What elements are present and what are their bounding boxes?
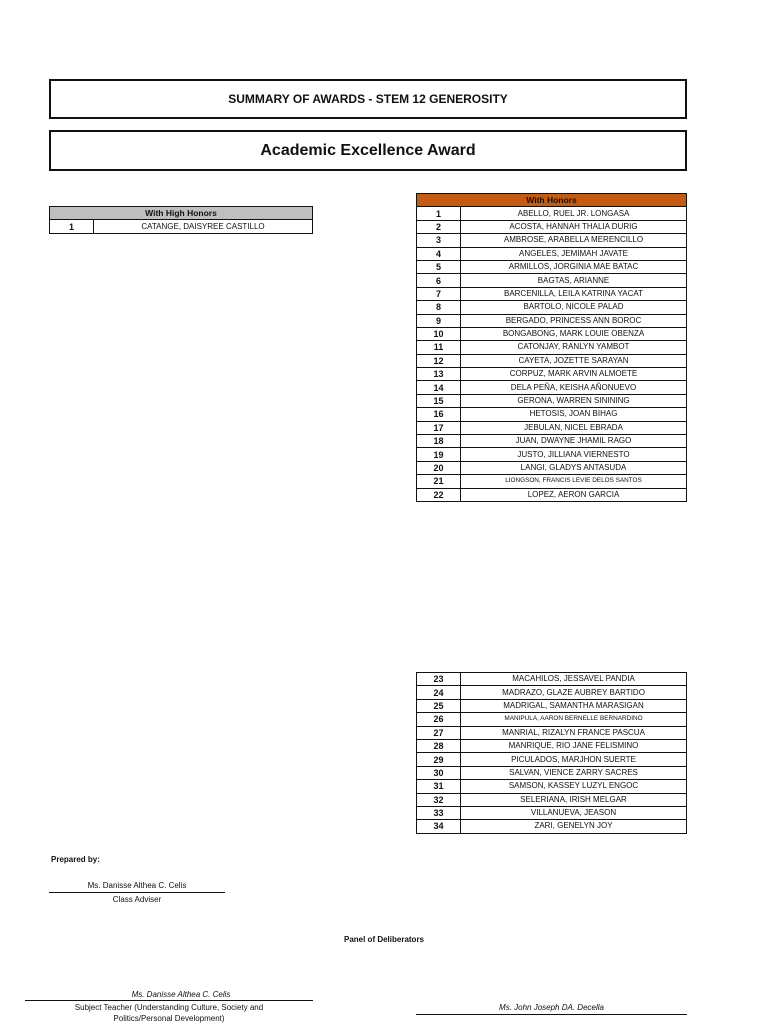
high-honors-table <box>49 206 313 234</box>
honors-heading: With Honors <box>417 194 687 207</box>
row-number: 30 <box>417 766 461 779</box>
row-number: 17 <box>417 421 461 434</box>
panel-member-1-signature-line <box>25 1000 313 1001</box>
table-row <box>417 793 687 806</box>
panel-member-2-name: Ms. John Joseph DA. Decella <box>499 1003 604 1012</box>
table-row <box>417 726 687 739</box>
student-name: LANGI, GLADYS ANTASUDA <box>461 461 687 474</box>
row-number: 32 <box>417 793 461 806</box>
table-row <box>417 341 687 354</box>
panel-member-2-signature-line <box>416 1014 687 1015</box>
table-row <box>417 475 687 488</box>
row-number: 5 <box>417 260 461 273</box>
row-number: 28 <box>417 739 461 752</box>
row-number: 1 <box>50 220 94 233</box>
row-number: 9 <box>417 314 461 327</box>
row-number: 31 <box>417 780 461 793</box>
row-number: 13 <box>417 368 461 381</box>
student-name: HETOSIS, JOAN BIHAG <box>461 408 687 421</box>
row-number: 7 <box>417 287 461 300</box>
table-row <box>50 220 313 233</box>
student-name: ARMILLOS, JORGINIA MAE BATAC <box>461 260 687 273</box>
row-number: 18 <box>417 435 461 448</box>
row-number: 27 <box>417 726 461 739</box>
student-name: BAGTAS, ARIANNE <box>461 274 687 287</box>
student-name: LIONGSON, FRANCIS LEVIE DELOS SANTOS <box>461 475 687 488</box>
row-number: 6 <box>417 274 461 287</box>
row-number: 20 <box>417 461 461 474</box>
table-row <box>417 461 687 474</box>
row-number: 8 <box>417 301 461 314</box>
student-name: MADRAZO, GLAZE AUBREY BARTIDO <box>461 686 687 699</box>
summary-title-text: SUMMARY OF AWARDS - STEM 12 GENEROSITY <box>228 92 508 106</box>
student-name: CORPUZ, MARK ARVIN ALMOETE <box>461 368 687 381</box>
table-row <box>417 354 687 367</box>
high-honors-body <box>50 220 313 233</box>
row-number: 10 <box>417 327 461 340</box>
table-row <box>417 220 687 233</box>
table-row <box>417 686 687 699</box>
honors-table-part-1 <box>416 193 687 502</box>
table-row <box>417 448 687 461</box>
student-name: ZARI, GENELYN JOY <box>461 820 687 833</box>
panel-label: Panel of Deliberators <box>343 935 425 944</box>
student-name: DELA PEÑA, KEISHA AÑONUEVO <box>461 381 687 394</box>
panel-member-1-role-line2: Politics/Personal Development) <box>113 1014 225 1023</box>
table-row <box>417 234 687 247</box>
row-number: 22 <box>417 488 461 501</box>
student-name: BARTOLO, NICOLE PALAD <box>461 301 687 314</box>
table-row <box>417 713 687 726</box>
table-row <box>417 820 687 833</box>
table-row <box>417 780 687 793</box>
row-number: 14 <box>417 381 461 394</box>
table-row <box>417 274 687 287</box>
table-row <box>417 488 687 501</box>
student-name: ANGELES, JEMIMAH JAVATE <box>461 247 687 260</box>
student-name: ABELLO, RUEL JR. LONGASA <box>461 207 687 220</box>
row-number: 24 <box>417 686 461 699</box>
table-row <box>417 207 687 220</box>
student-name: GERONA, WARREN SININING <box>461 394 687 407</box>
table-row <box>417 394 687 407</box>
student-name: MANRIQUE, RIO JANE FELISMINO <box>461 739 687 752</box>
award-title <box>49 130 687 171</box>
panel-member-1-name: Ms. Danisse Althea C. Celis <box>131 990 231 999</box>
student-name: MANRIAL, RIZALYN FRANCE PASCUA <box>461 726 687 739</box>
row-number: 11 <box>417 341 461 354</box>
student-name: BARCENILLA, LEILA KATRINA YACAT <box>461 287 687 300</box>
row-number: 4 <box>417 247 461 260</box>
row-number: 12 <box>417 354 461 367</box>
table-row <box>417 314 687 327</box>
student-name: SELERIANA, IRISH MELGAR <box>461 793 687 806</box>
student-name: LOPEZ, AERON GARCIA <box>461 488 687 501</box>
table-row <box>417 260 687 273</box>
honors-table-part-2 <box>416 672 687 834</box>
row-number: 26 <box>417 713 461 726</box>
table-row <box>417 381 687 394</box>
table-row <box>417 408 687 421</box>
row-number: 23 <box>417 673 461 686</box>
table-row <box>417 806 687 819</box>
student-name: ACOSTA, HANNAH THALIA DURIG <box>461 220 687 233</box>
student-name: CATONJAY, RANLYN YAMBOT <box>461 341 687 354</box>
student-name: JEBULAN, NICEL EBRADA <box>461 421 687 434</box>
row-number: 33 <box>417 806 461 819</box>
row-number: 3 <box>417 234 461 247</box>
student-name: PICULADOS, MARJHON SUERTE <box>461 753 687 766</box>
row-number: 25 <box>417 699 461 712</box>
table-row <box>417 766 687 779</box>
table-row <box>417 673 687 686</box>
student-name: MACAHILOS, JESSAVEL PANDIA <box>461 673 687 686</box>
table-row <box>417 327 687 340</box>
table-row <box>417 368 687 381</box>
high-honors-heading: With High Honors <box>50 207 313 220</box>
row-number: 15 <box>417 394 461 407</box>
table-row <box>417 301 687 314</box>
panel-member-1-role-line1: Subject Teacher (Understanding Culture, Society and <box>74 1003 264 1012</box>
honors-body-2 <box>417 673 687 834</box>
honors-body-1 <box>417 207 687 502</box>
row-number: 21 <box>417 475 461 488</box>
table-row <box>417 739 687 752</box>
student-name: SAMSON, KASSEY LUZYL ENGOC <box>461 780 687 793</box>
table-row <box>417 435 687 448</box>
student-name: BERGADO, PRINCESS ANN BOROC <box>461 314 687 327</box>
summary-title <box>49 79 687 119</box>
row-number: 34 <box>417 820 461 833</box>
student-name: SALVAN, VIENCE ZARRY SACRES <box>461 766 687 779</box>
adviser-signature-line <box>49 892 225 893</box>
student-name: JUSTO, JILLIANA VIERNESTO <box>461 448 687 461</box>
table-row <box>417 699 687 712</box>
award-title-text: Academic Excellence Award <box>260 141 476 159</box>
prepared-by-label: Prepared by: <box>51 855 100 864</box>
student-name: JUAN, DWAYNE JHAMIL RAGO <box>461 435 687 448</box>
adviser-role: Class Adviser <box>112 895 162 904</box>
student-name: AMBROSE, ARABELLA MERENCILLO <box>461 234 687 247</box>
row-number: 16 <box>417 408 461 421</box>
student-name: VILLANUEVA, JEASON <box>461 806 687 819</box>
student-name: CATANGE, DAISYREE CASTILLO <box>94 220 313 233</box>
row-number: 29 <box>417 753 461 766</box>
row-number: 19 <box>417 448 461 461</box>
student-name: MANIPULA, AARON BERNELLE BERNARDINO <box>461 713 687 726</box>
student-name: BONGABONG, MARK LOUIE OBENZA <box>461 327 687 340</box>
table-row <box>417 421 687 434</box>
row-number: 2 <box>417 220 461 233</box>
table-row <box>417 753 687 766</box>
student-name: CAYETA, JOZETTE SARAYAN <box>461 354 687 367</box>
table-row <box>417 247 687 260</box>
student-name: MADRIGAL, SAMANTHA MARASIGAN <box>461 699 687 712</box>
adviser-name: Ms. Danisse Althea C. Celis <box>87 881 187 890</box>
table-row <box>417 287 687 300</box>
row-number: 1 <box>417 207 461 220</box>
